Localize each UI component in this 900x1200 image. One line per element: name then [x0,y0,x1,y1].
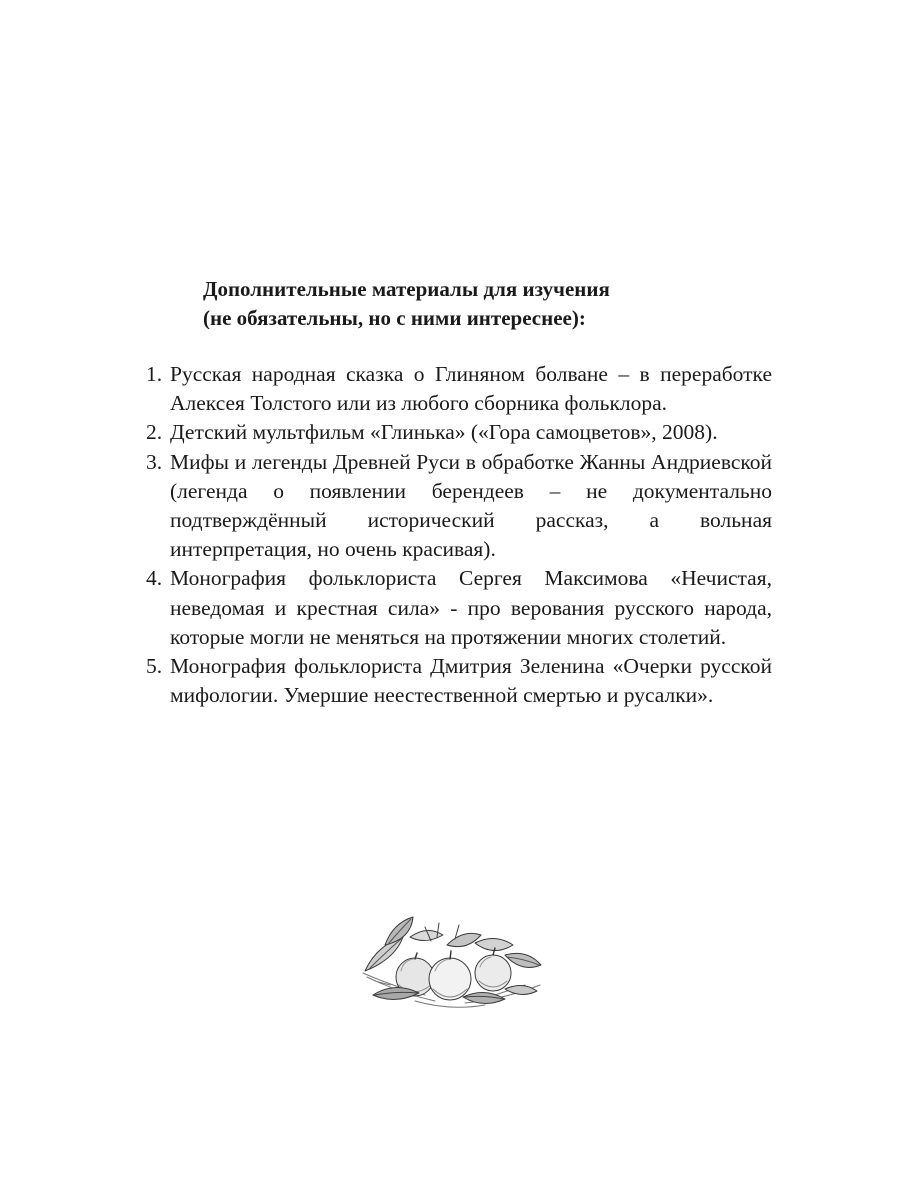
heading-line-1: Дополнительные материалы для изучения [203,277,610,301]
list-item [146,564,772,652]
list-item [146,652,772,710]
list-item-text: Детский мультфильм «Глинька» («Гора самоцветов», 2008). [170,420,718,445]
list-item-number: 4. [146,566,163,591]
apples-with-leaves-illustration [355,915,545,1015]
list-item-number: 5. [146,654,163,679]
list-item [146,360,772,418]
list-item [146,448,772,565]
list-item-number: 3. [146,449,163,474]
list-item-text: Монография фольклориста Сергея Максимова «Нечистая, неведомая и крестная сила» - про верования русского народа, которые могли не меняться на протяжении многих столетий. [170,566,772,649]
heading-line-2: (не обязательны, но с ними интереснее): [203,306,586,330]
list-item-text: Мифы и легенды Древней Руси в обработке Жанны Андриевской (легенда о появлении берендеев – не документально подтверждённый исторический рассказ, а вольная интерпретация, но очень красивая). [170,449,772,562]
list-item-number: 1. [146,362,163,386]
materials-list [146,360,772,710]
list-item-text: Монография фольклориста Дмитрия Зеленина «Очерки русской мифологии. Умершие неестественной смертью и русалки». [170,654,772,708]
list-item [146,418,772,447]
list-item-text: Русская народная сказка о Глиняном болване – в переработке Алексея Толстого или из любого сборника фольклора. [170,362,772,416]
list-item-number: 2. [146,420,163,445]
section-heading [203,275,763,333]
